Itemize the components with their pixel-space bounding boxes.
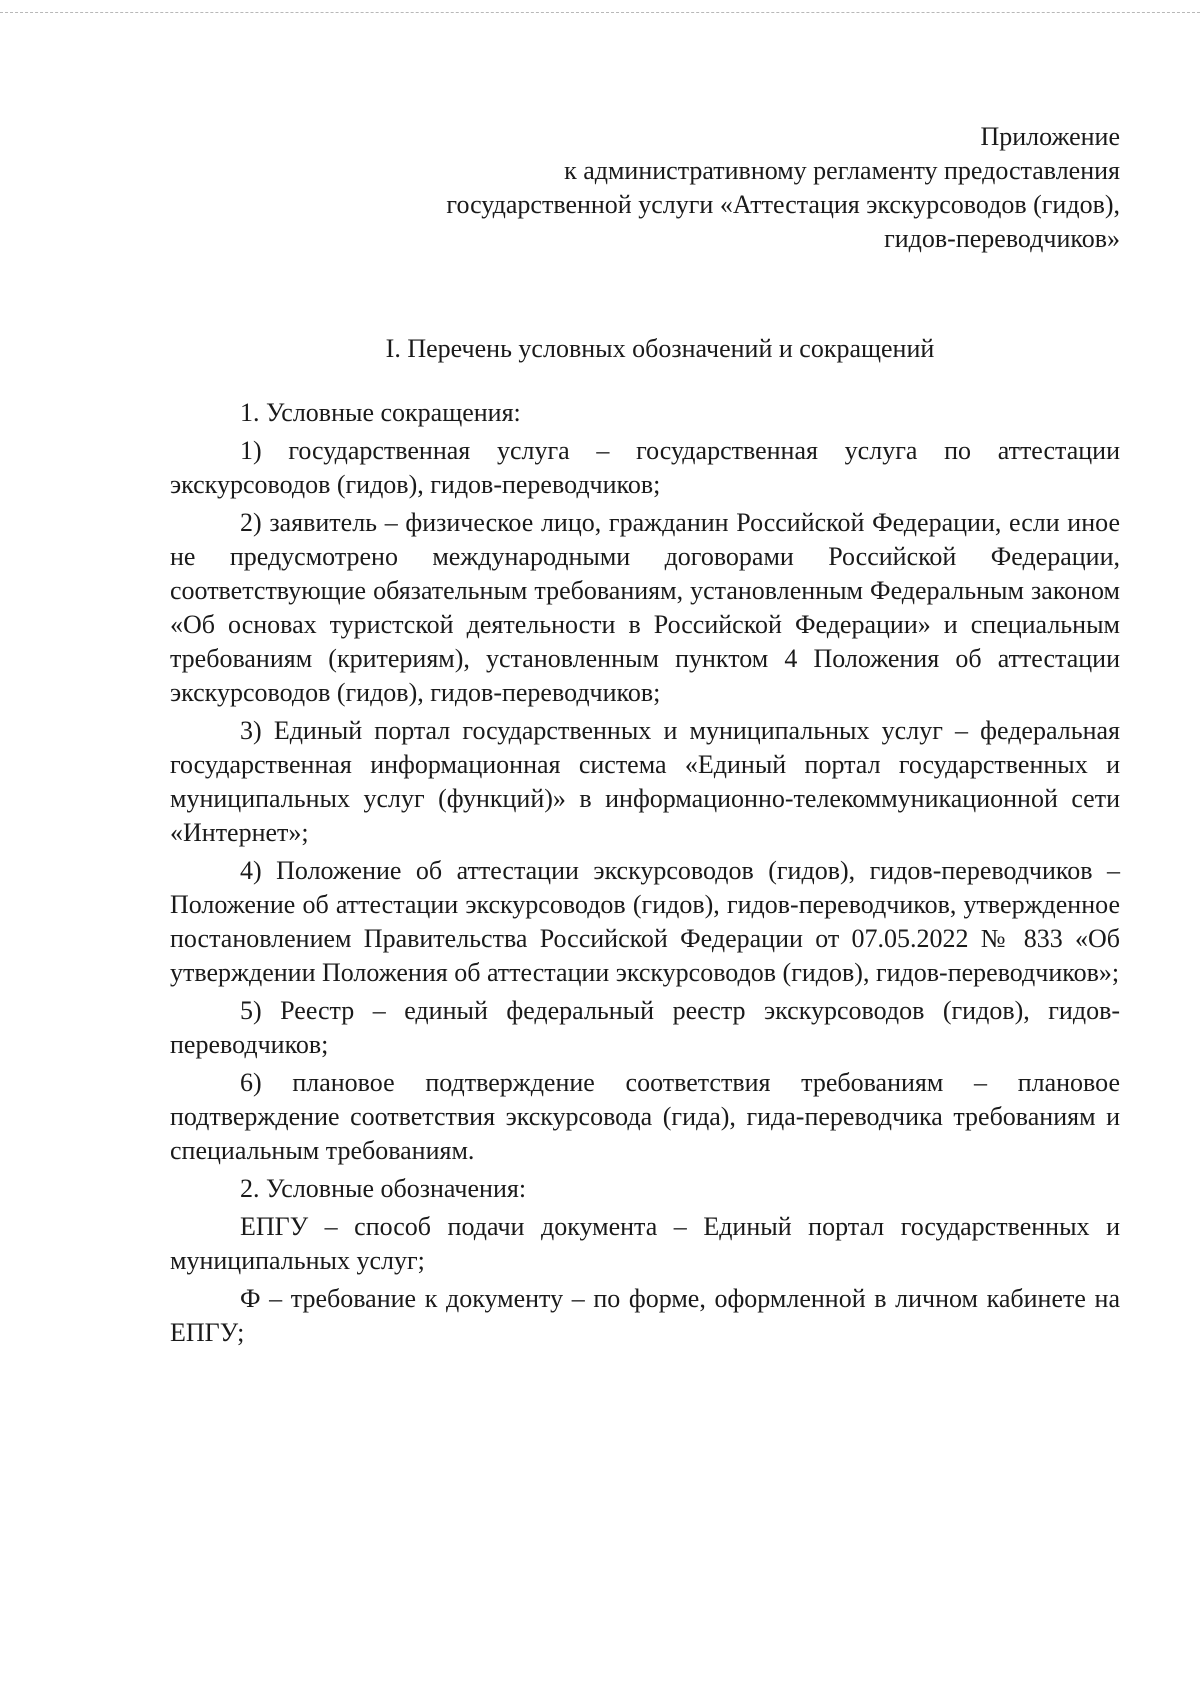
document-body bbox=[170, 396, 1120, 1350]
appendix-line-2: к административному регламенту предоставления bbox=[564, 156, 1120, 185]
section-title: I. Перечень условных обозначений и сокращений bbox=[385, 334, 935, 363]
appendix-line-1: Приложение bbox=[980, 122, 1120, 151]
appendix-line-4: гидов-переводчиков» bbox=[884, 224, 1120, 253]
paragraph-f: Ф – требование к документу – по форме, оформленной в личном кабинете на ЕПГУ; bbox=[170, 1284, 1120, 1347]
appendix-line-3: государственной услуги «Аттестация экскурсоводов (гидов), bbox=[446, 190, 1120, 219]
paragraph-abbreviations-heading: 1. Условные сокращения: bbox=[240, 398, 521, 427]
paragraph-epgu: ЕПГУ – способ подачи документа – Единый портал государственных и муниципальных услуг; bbox=[170, 1212, 1120, 1275]
scan-edge-line bbox=[0, 12, 1200, 13]
paragraph-symbols-heading: 2. Условные обозначения: bbox=[240, 1174, 527, 1203]
document-page bbox=[170, 120, 1120, 1354]
paragraph-item-1: 1) государственная услуга – государственная услуга по аттестации экскурсоводов (гидов), гидов-переводчиков; bbox=[170, 436, 1120, 499]
paragraph-item-4: 4) Положение об аттестации экскурсоводов (гидов), гидов-переводчиков – Положение об аттестации экскурсоводов (гидов), гидов-переводчиков, утвержденное постановлением Правительства Российской Федерации от 07.05.2022 № 833 «Об утверждении Положения об аттестации экскурсоводов (гидов), гидов-переводчиков»; bbox=[170, 856, 1120, 987]
paragraph-item-5: 5) Реестр – единый федеральный реестр экскурсоводов (гидов), гидов-переводчиков; bbox=[170, 996, 1120, 1059]
paragraph-item-6: 6) плановое подтверждение соответствия требованиям – плановое подтверждение соответствия экскурсовода (гида), гида-переводчика требованиям и специальным требованиям. bbox=[170, 1068, 1120, 1165]
paragraph-item-2: 2) заявитель – физическое лицо, гражданин Российской Федерации, если иное не предусмотрено международными договорами Российской Федерации, соответствующие обязательным требованиям, установленным Федеральным законом «Об основах туристской деятельности в Российской Федерации» и специальным требованиям (критериям), установленным пунктом 4 Положения об аттестации экскурсоводов (гидов), гидов-переводчиков; bbox=[170, 508, 1120, 707]
appendix-header bbox=[170, 120, 1120, 256]
paragraph-item-3: 3) Единый портал государственных и муниципальных услуг – федеральная государственная информационная система «Единый портал государственных и муниципальных услуг (функций)» в информационно-телекоммуникационной сети «Интернет»; bbox=[170, 716, 1120, 847]
